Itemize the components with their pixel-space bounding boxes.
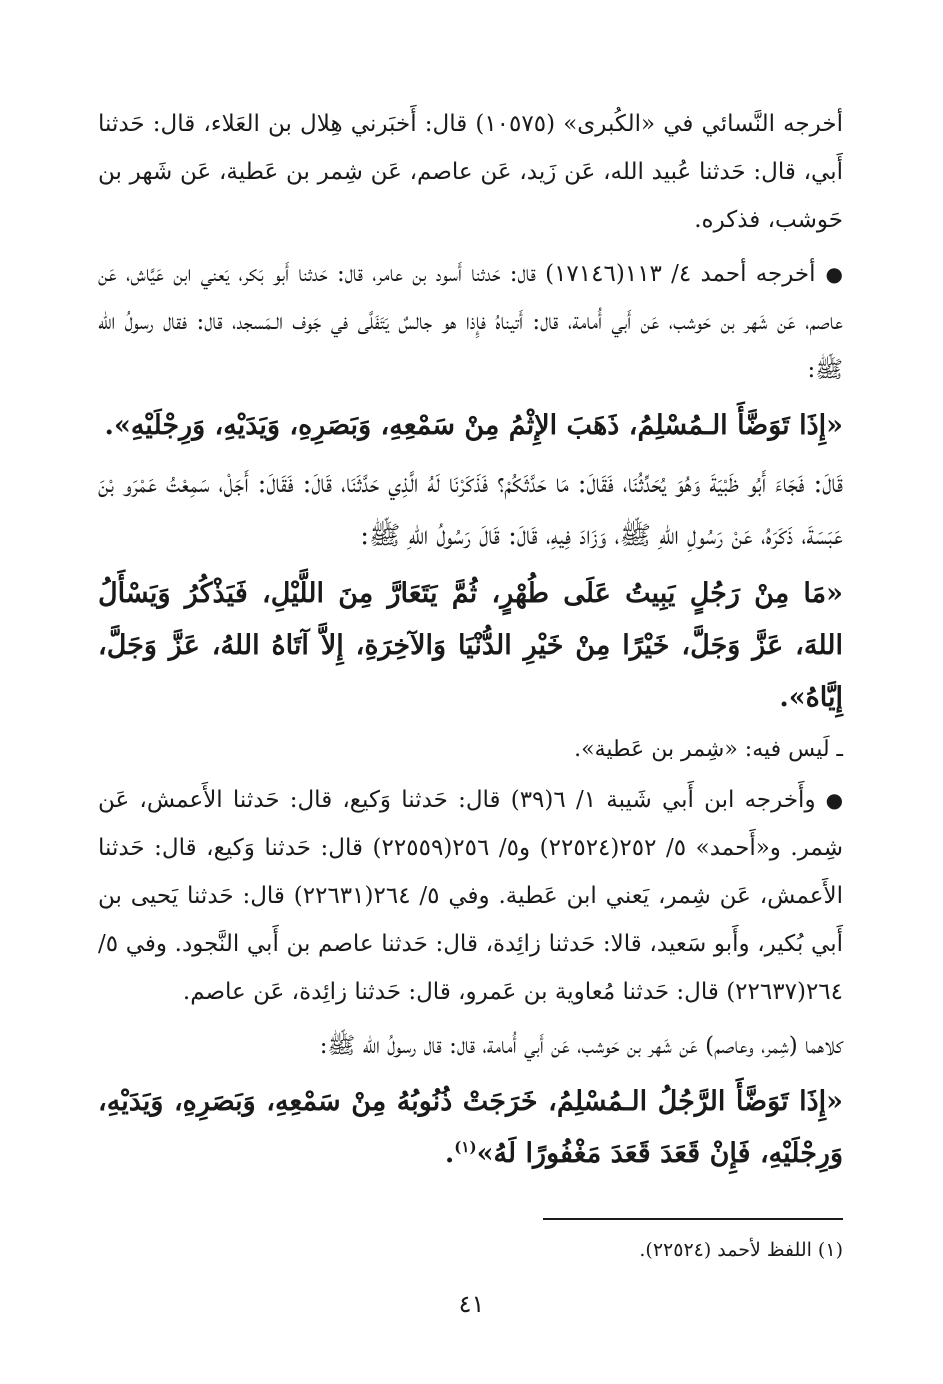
- hadith-wudu: «إِذَا تَوَضَّأَ الـمُسْلِمُ، ذَهَبَ الإِثْمُ مِنْ سَمْعِهِ، وَبَصَرِهِ، وَيَدَيْهِ، وَرِجْلَيْهِ».: [104, 410, 843, 441]
- footnote-divider: [543, 1218, 843, 1220]
- footnote: (١) اللفظ لأحمد (٢٢٥٢٤).: [639, 1239, 843, 1261]
- hadith-night: «مَا مِنْ رَجُلٍ يَبِيتُ عَلَى طُهْرٍ، ثُمَّ يَتَعَارَّ مِنَ اللَّيْلِ، فَيَذْكُرُ وَيَسْأَلُ اللهَ، عَزَّ وَجَلَّ، خَيْرًا مِنْ خَيْرِ الدُّنْيَا وَالآخِرَةِ، إِلاَّ آتَاهُ اللهُ، عَزَّ وَجَلَّ، إِيَّاهُ».: [98, 578, 843, 713]
- paragraph-nasai: أخرجه النَّسائي في «الكُبرى» (١٠٥٧٥) قال: أَخبَرني هِلال بن العَلاء، قال: حَدثنا أَبي، قال: حَدثنا عُبيد الله، عَن زَيد، عَن عاصم، عَن شِمر بن عَطية، عَن شَهر بن حَوشب، فذكره.: [98, 111, 843, 233]
- paragraph-both: كلاهما (شِمر، وعاصم) عَن شَهر بن حَوشب، عَن أَبي أُمامة، قال: قال رسولُ الله ﷺ:: [319, 1033, 843, 1059]
- footnote-ref: (١): [454, 1138, 477, 1156]
- bullet-icon: ●: [825, 788, 844, 812]
- paragraph-ibn-abi-shayba-text: وأَخرجه ابن أَبي شَيبة ١/ ٦(٣٩) قال: حَدثنا وَكيع، قال: حَدثنا الأَعمش، عَن شِمر. و«أَحمد» ٥/ ٢٥٢(٢٢٥٢٤) و٥/ ٢٥٦(٢٢٥٥٩) قال: حَدثنا وَكيع، قال: حَدثنا الأَعمش، عَن شِمر، يَعني ابن عَطية. وفي ٥/ ٢٦٤(٢٢٦٣١) قال: حَدثنا يَحيى بن أَبي بُكير، وأَبو سَعيد، قالا: حَدثنا زائِدة، قال: حَدثنا عاصم بن أَبي النَّجود. وفي ٥/ ٢٦٤(٢٢٦٣٧) قال: حَدثنا مُعاوية بن عَمرو، قال: حَدثنا زائِدة، عَن عاصم.: [98, 787, 844, 1005]
- paragraph-ibn-abi-shayba: [98, 776, 843, 1016]
- bullet-icon: ●: [825, 262, 843, 286]
- note-shimr: ـ لَيس فيه: «شِمر بن عَطية».: [574, 737, 843, 762]
- paragraph-ahmad-text: أخرجه أحمد ٤/ ١١٣(١٧١٤٦) قال: حَدثنا أَسود بن عامر، قال: حَدثنا أَبو بَكر، يَعني ابن عَيَّاش، عَن عاصم، عَن شَهر بن حَوشب، عَن أَبي أُمامة، قال: أَتيناهُ فإِذا هو جالسٌ يَتَفَلَّى في جَوف الـمَسجد، قال: فقال رسولُ الله ﷺ:: [98, 261, 843, 383]
- hadith-sins: «إِذَا تَوَضَّأَ الرَّجُلُ الـمُسْلِمُ، خَرَجَتْ ذُنُوبُهُ مِنْ سَمْعِهِ، وَبَصَرِهِ، وَيَدَيْهِ، وَرِجْلَيْهِ، فَإِنْ قَعَدَ قَعَدَ مَغْفُورًا لَهُ»$^{(١)}$.: [98, 1086, 843, 1169]
- narration-abu-zabya: قَالَ: فَجَاءَ أَبُو ظَبْيَةَ وَهُوَ يُحَدِّثُنَا، فَقَالَ: مَا حَدَّثَكُمْ؟ فَذَكَرْنَا لَهُ الَّذِي حَدَّثَنَا، قَالَ: فَقَالَ: أَجَلْ، سَمِعْتُ عَمْرَو بْنَ عَبَسَةَ، ذَكَرَهُ، عَنْ رَسُولِ اللهِ ﷺ، وَزَادَ فِيهِ، قَالَ: قَالَ رَسُولُ اللهِ ﷺ:: [98, 469, 843, 551]
- main-text: [98, 100, 843, 1186]
- hadith-sins-text: «إِذَا تَوَضَّأَ الرَّجُلُ الـمُسْلِمُ، خَرَجَتْ ذُنُوبُهُ مِنْ سَمْعِهِ، وَبَصَرِهِ، وَيَدَيْهِ، وَرِجْلَيْهِ، فَإِنْ قَعَدَ قَعَدَ مَغْفُورًا لَهُ»: [98, 1086, 843, 1169]
- page-number: ٤١: [458, 1290, 485, 1318]
- paragraph-ahmad: [98, 250, 843, 394]
